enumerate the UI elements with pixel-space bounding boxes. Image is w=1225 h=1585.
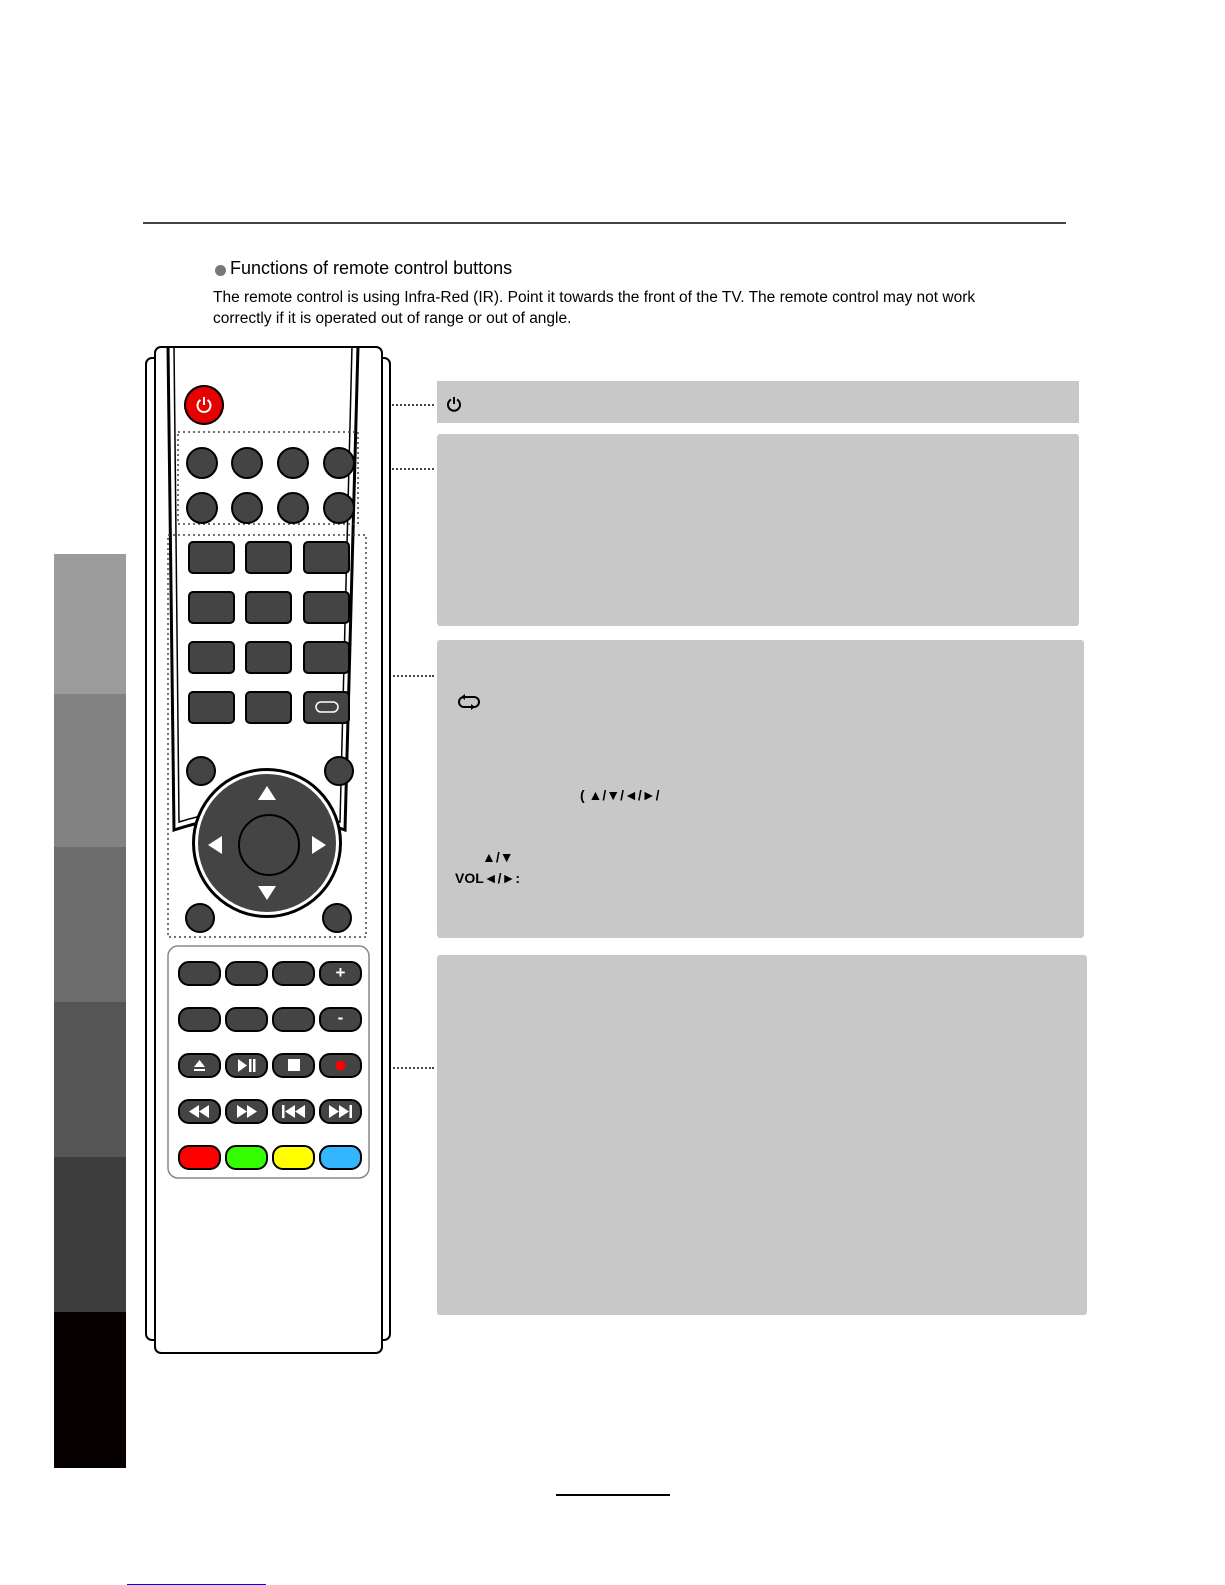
pill-key[interactable]: [225, 1007, 268, 1032]
round-key[interactable]: [185, 903, 215, 933]
arrow-left-icon[interactable]: [208, 836, 222, 854]
record-button[interactable]: [319, 1053, 362, 1078]
red-key[interactable]: [178, 1145, 221, 1170]
section-heading-text: Functions of remote control buttons: [230, 258, 513, 278]
power-icon: [446, 396, 462, 412]
panel-power: [437, 381, 1079, 423]
yellow-key[interactable]: [272, 1145, 315, 1170]
number-key[interactable]: [245, 691, 292, 724]
round-key[interactable]: [323, 447, 355, 479]
intro-paragraph: The remote control is using Infra-Red (IR). Point it towards the front of the TV. The remote control may not work correctly if it is operated out of range or out of angle.: [213, 289, 976, 327]
next-button[interactable]: [319, 1099, 362, 1124]
return-icon: [315, 700, 339, 714]
side-tab-4: [54, 1002, 126, 1157]
round-key[interactable]: [186, 492, 218, 524]
panel-navigation: [437, 640, 1084, 938]
play-pause-button[interactable]: [225, 1053, 268, 1078]
pill-key[interactable]: [272, 1007, 315, 1032]
volume-plus-button[interactable]: +: [319, 961, 362, 986]
arrow-right-icon[interactable]: [312, 836, 326, 854]
number-key[interactable]: [245, 591, 292, 624]
arrow-keys-label: ( ▲/▼/◄/►/: [580, 787, 660, 803]
rewind-icon: [189, 1105, 209, 1118]
top-divider: [143, 222, 1066, 224]
green-key[interactable]: [225, 1145, 268, 1170]
ok-button[interactable]: [238, 814, 300, 876]
pill-key[interactable]: [272, 961, 315, 986]
blue-key[interactable]: [319, 1145, 362, 1170]
side-tab-3: [54, 847, 126, 1002]
stop-icon: [288, 1059, 300, 1071]
round-key[interactable]: [324, 756, 354, 786]
number-key[interactable]: [188, 691, 235, 724]
round-key[interactable]: [277, 492, 309, 524]
number-key[interactable]: [245, 541, 292, 574]
round-key[interactable]: [231, 447, 263, 479]
number-key[interactable]: [303, 541, 350, 574]
round-key[interactable]: [322, 903, 352, 933]
power-button[interactable]: [184, 385, 224, 425]
number-key[interactable]: [303, 591, 350, 624]
number-key[interactable]: [188, 541, 235, 574]
pill-key[interactable]: [225, 961, 268, 986]
volume-minus-button[interactable]: -: [319, 1007, 362, 1032]
side-tab-6: [54, 1312, 126, 1468]
number-key[interactable]: [245, 641, 292, 674]
next-icon: [329, 1105, 352, 1118]
number-key[interactable]: [188, 591, 235, 624]
panel-number-keys: [437, 434, 1079, 626]
number-key[interactable]: [188, 641, 235, 674]
previous-icon: [282, 1105, 305, 1118]
page-number-rule: [556, 1494, 670, 1496]
volume-arrows-label: VOL◄/►:: [455, 870, 521, 886]
round-key[interactable]: [323, 492, 355, 524]
arrow-down-icon[interactable]: [258, 886, 276, 900]
panel-media-keys: [437, 955, 1087, 1315]
round-key[interactable]: [186, 447, 218, 479]
round-key[interactable]: [277, 447, 309, 479]
side-tab-1: [54, 554, 126, 694]
side-tab-2: [54, 694, 126, 847]
eject-icon: [193, 1059, 206, 1072]
arrow-up-icon[interactable]: [258, 786, 276, 800]
bullet-icon: [215, 265, 226, 276]
return-key[interactable]: [303, 691, 350, 724]
power-icon: [195, 396, 213, 414]
round-key[interactable]: [186, 756, 216, 786]
channel-arrows-label: ▲/▼: [482, 849, 514, 865]
pill-key[interactable]: [178, 961, 221, 986]
round-key[interactable]: [231, 492, 263, 524]
section-heading: [215, 258, 512, 279]
side-tab-5: [54, 1157, 126, 1312]
play-pause-icon: [238, 1059, 256, 1072]
previous-button[interactable]: [272, 1099, 315, 1124]
rewind-button[interactable]: [178, 1099, 221, 1124]
stop-button[interactable]: [272, 1053, 315, 1078]
pill-key[interactable]: [178, 1007, 221, 1032]
fast-forward-icon: [237, 1105, 257, 1118]
return-icon: [455, 694, 483, 710]
eject-button[interactable]: [178, 1053, 221, 1078]
record-icon: [335, 1060, 346, 1071]
fast-forward-button[interactable]: [225, 1099, 268, 1124]
number-key[interactable]: [303, 641, 350, 674]
